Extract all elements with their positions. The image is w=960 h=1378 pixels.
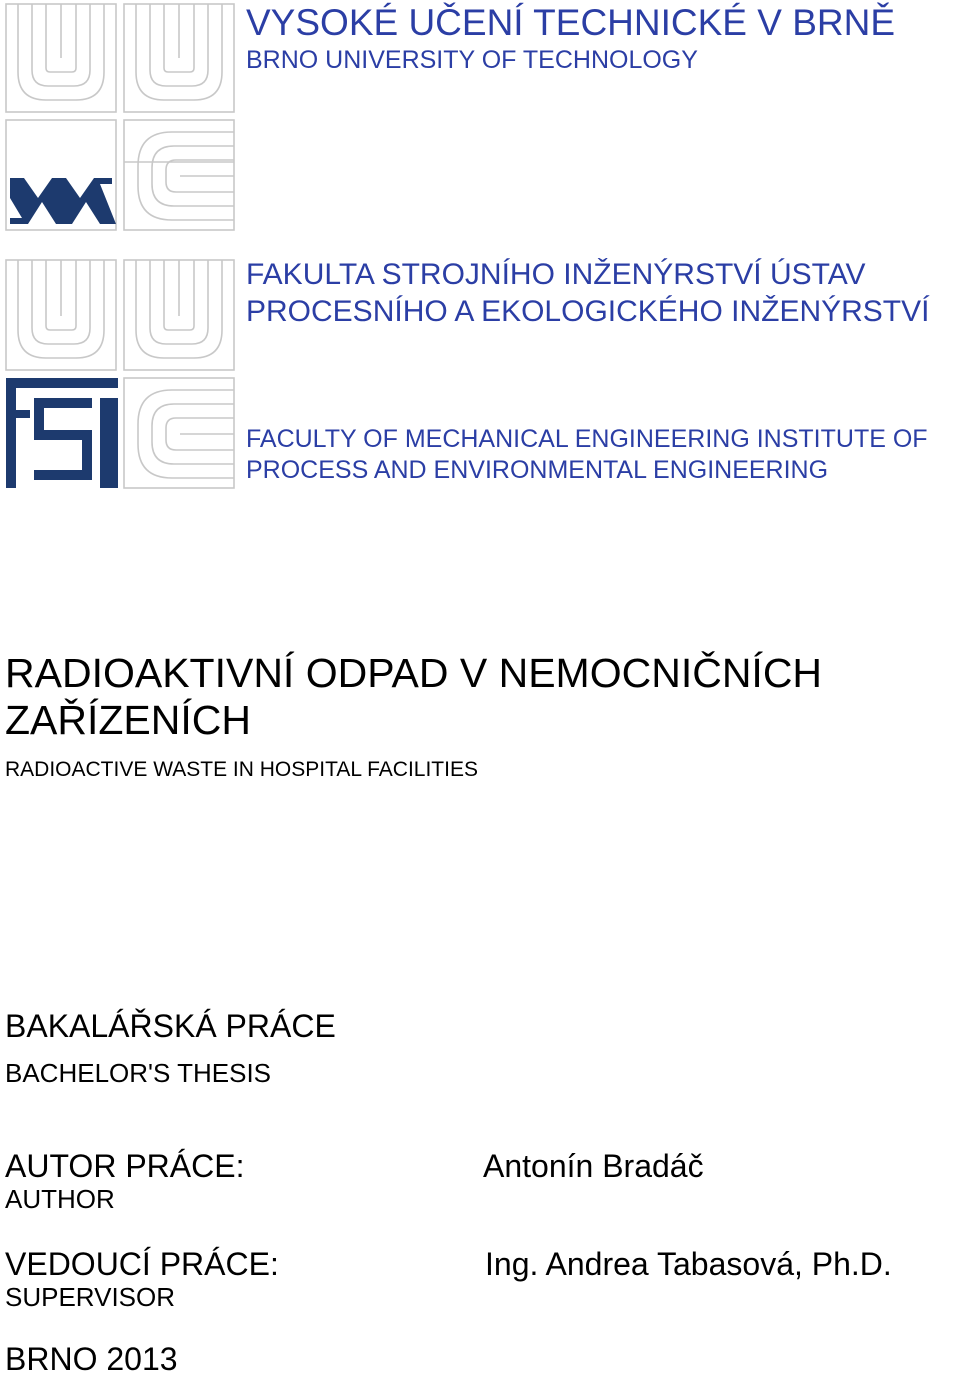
supervisor-label-en: SUPERVISOR [5, 1282, 176, 1312]
author-name: Antonín Bradáč [483, 1148, 704, 1184]
faculty-name-cz: FAKULTA STROJNÍHO INŽENÝRSTVÍ ÚSTAV PROCESNÍHO A EKOLOGICKÉHO INŽENÝRSTVÍ [246, 258, 930, 328]
thesis-title-cz: RADIOAKTIVNÍ ODPAD V NEMOCNIČNÍCH ZAŘÍZENÍCH [5, 650, 823, 743]
thesis-type-en: BACHELOR'S THESIS [5, 1058, 272, 1088]
faculty-name-en: FACULTY OF MECHANICAL ENGINEERING INSTITUTE OF PROCESS AND ENVIRONMENTAL ENGINEERING [246, 425, 928, 484]
university-name-en: BRNO UNIVERSITY OF TECHNOLOGY [246, 46, 698, 74]
author-label-cz: AUTOR PRÁCE: [5, 1148, 245, 1184]
university-name-cz: VYSOKÉ UČENÍ TECHNICKÉ V BRNĚ [246, 2, 896, 43]
author-label-en: AUTHOR [5, 1184, 115, 1214]
city-year: BRNO 2013 [5, 1341, 178, 1377]
thesis-title-en: RADIOACTIVE WASTE IN HOSPITAL FACILITIES [5, 758, 478, 781]
faculty-logo [4, 258, 238, 492]
supervisor-label-cz: VEDOUCÍ PRÁCE: [5, 1246, 279, 1282]
supervisor-name: Ing. Andrea Tabasová, Ph.D. [485, 1246, 892, 1282]
thesis-type-cz: BAKALÁŘSKÁ PRÁCE [5, 1008, 336, 1044]
university-logo [4, 2, 238, 234]
